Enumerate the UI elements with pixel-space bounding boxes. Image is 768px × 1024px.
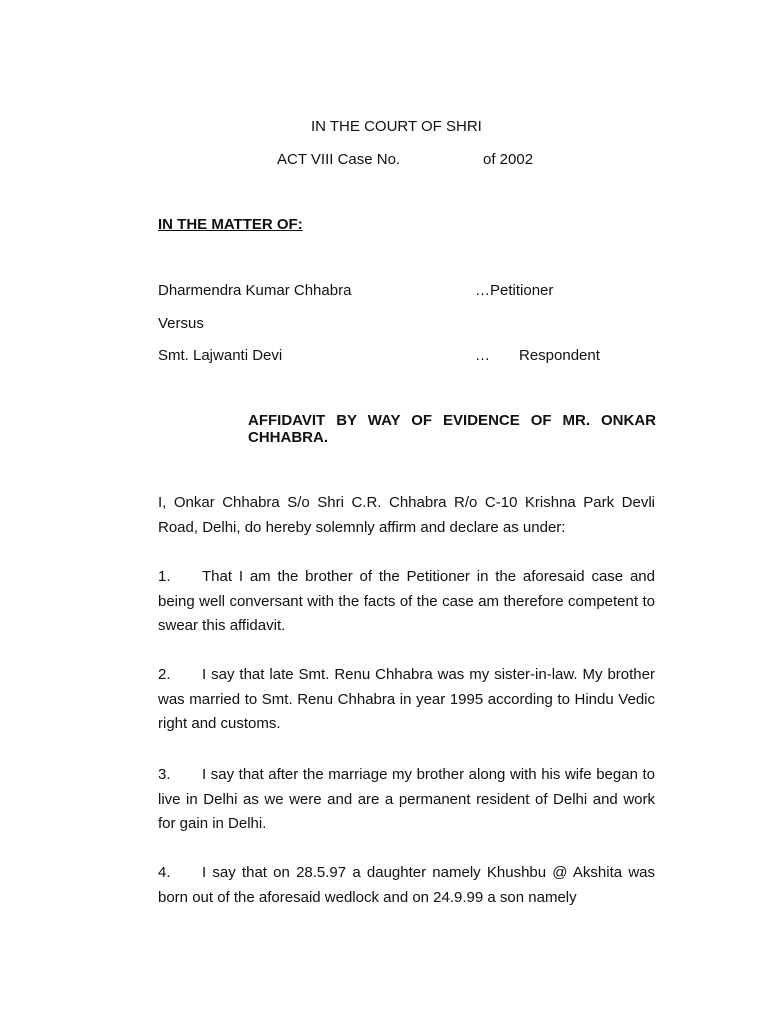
paragraph-2 bbox=[158, 663, 655, 737]
respondent-role: Respondent bbox=[519, 347, 600, 364]
case-number-suffix: of 2002 bbox=[483, 151, 534, 168]
intro-paragraph: I, Onkar Chhabra S/o Shri C.R. Chhabra R/o C-10 Krishna Park Devli Road, Delhi, do hereby solemnly affirm and declare as under: bbox=[158, 494, 655, 536]
paragraph-3 bbox=[158, 763, 655, 837]
matter-heading: IN THE MATTER OF: bbox=[158, 216, 303, 233]
respondent-dots: … bbox=[475, 347, 490, 364]
affidavit-title: AFFIDAVIT BY WAY OF EVIDENCE OF MR. ONKAR CHHABRA. bbox=[248, 412, 656, 446]
paragraph-number: 4. bbox=[158, 864, 171, 881]
versus-label: Versus bbox=[158, 315, 204, 332]
paragraph-text: That I am the brother of the Petitioner in the aforesaid case and being well conversant with the facts of the case am therefore competent to swear this affidavit. bbox=[158, 568, 655, 634]
court-heading: IN THE COURT OF SHRI bbox=[311, 118, 482, 135]
paragraph-1 bbox=[158, 565, 655, 639]
paragraph-number: 2. bbox=[158, 666, 171, 683]
paragraph-text: I say that late Smt. Renu Chhabra was my sister-in-law. My brother was married to Smt. Renu Chhabra in year 1995 according to Hindu Vedic right and customs. bbox=[158, 666, 655, 732]
paragraph-text: I say that on 28.5.97 a daughter namely Khushbu @ Akshita was born out of the aforesaid wedlock and on 24.9.99 a son namely bbox=[158, 864, 655, 906]
respondent-name: Smt. Lajwanti Devi bbox=[158, 347, 283, 364]
paragraph-text: I say that after the marriage my brother along with his wife began to live in Delhi as we were and are a permanent resident of Delhi and work for gain in Delhi. bbox=[158, 766, 655, 832]
paragraph-number: 3. bbox=[158, 766, 171, 783]
petitioner-name: Dharmendra Kumar Chhabra bbox=[158, 282, 352, 299]
paragraph-4 bbox=[158, 861, 655, 910]
petitioner-role: …Petitioner bbox=[475, 282, 554, 299]
case-number-prefix: ACT VIII Case No. bbox=[277, 151, 401, 168]
paragraph-number: 1. bbox=[158, 568, 171, 585]
